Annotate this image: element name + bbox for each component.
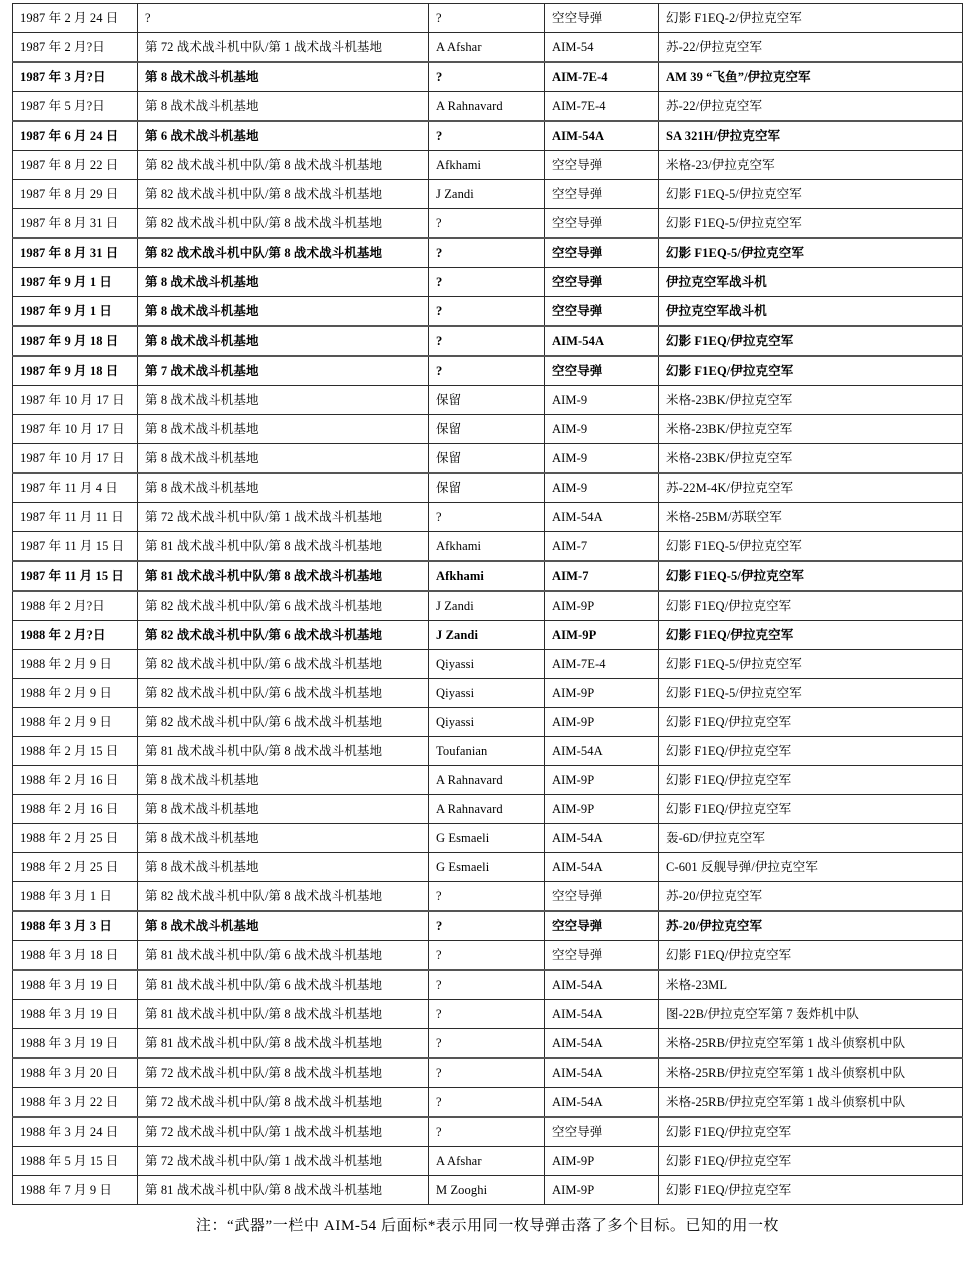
cell-pilot: M Zooghi [429,1176,545,1205]
cell-target: 米格-25RB/伊拉克空军第 1 战斗侦察机中队 [659,1029,963,1059]
cell-target: 幻影 F1EQ/伊拉克空军 [659,795,963,824]
cell-unit: 第 8 战术战斗机基地 [138,62,429,92]
cell-date: 1987 年 5 月?日 [13,92,138,122]
cell-unit: 第 82 战术战斗机中队/第 6 战术战斗机基地 [138,591,429,621]
table-row [13,209,963,239]
cell-date: 1988 年 3 月 18 日 [13,941,138,971]
table-row [13,766,963,795]
cell-weapon: AIM-7E-4 [545,650,659,679]
cell-weapon: AIM-9P [545,766,659,795]
cell-unit: 第 82 战术战斗机中队/第 6 战术战斗机基地 [138,708,429,737]
cell-unit: 第 8 战术战斗机基地 [138,386,429,415]
cell-weapon: 空空导弹 [545,911,659,941]
cell-pilot: ? [429,4,545,33]
cell-date: 1988 年 2 月?日 [13,621,138,650]
cell-pilot: Afkhami [429,532,545,562]
cell-date: 1987 年 8 月 22 日 [13,151,138,180]
table-row [13,941,963,971]
cell-date: 1987 年 8 月 31 日 [13,209,138,239]
cell-date: 1987 年 8 月 29 日 [13,180,138,209]
cell-pilot: ? [429,1058,545,1088]
cell-date: 1987 年 9 月 1 日 [13,297,138,327]
table-row [13,4,963,33]
cell-pilot: 保留 [429,473,545,503]
cell-weapon: AIM-7 [545,561,659,591]
cell-unit: 第 82 战术战斗机中队/第 8 战术战斗机基地 [138,882,429,912]
cell-pilot: ? [429,1088,545,1118]
cell-weapon: 空空导弹 [545,297,659,327]
cell-date: 1988 年 2 月?日 [13,591,138,621]
cell-target: 幻影 F1EQ/伊拉克空军 [659,1176,963,1205]
cell-date: 1988 年 2 月 9 日 [13,708,138,737]
cell-target: 轰-6D/伊拉克空军 [659,824,963,853]
cell-target: 幻影 F1EQ/伊拉克空军 [659,766,963,795]
cell-weapon: AIM-9 [545,473,659,503]
cell-pilot: ? [429,326,545,356]
cell-weapon: AIM-54A [545,503,659,532]
cell-target: 苏-22/伊拉克空军 [659,92,963,122]
cell-weapon: AIM-54A [545,853,659,882]
cell-unit: 第 8 战术战斗机基地 [138,415,429,444]
cell-pilot: Qiyassi [429,708,545,737]
cell-target: 幻影 F1EQ-5/伊拉克空军 [659,650,963,679]
cell-date: 1987 年 6 月 24 日 [13,121,138,151]
cell-date: 1987 年 11 月 15 日 [13,561,138,591]
cell-unit: 第 82 战术战斗机中队/第 8 战术战斗机基地 [138,151,429,180]
cell-date: 1988 年 2 月 9 日 [13,679,138,708]
cell-target: 米格-25RB/伊拉克空军第 1 战斗侦察机中队 [659,1088,963,1118]
table-row [13,591,963,621]
cell-target: 幻影 F1EQ/伊拉克空军 [659,1117,963,1147]
cell-weapon: AIM-9P [545,708,659,737]
cell-pilot: G Esmaeli [429,824,545,853]
cell-target: 幻影 F1EQ-5/伊拉克空军 [659,209,963,239]
cell-target: 米格-23BK/伊拉克空军 [659,415,963,444]
cell-target: AM 39 “飞鱼”/伊拉克空军 [659,62,963,92]
cell-unit: 第 8 战术战斗机基地 [138,824,429,853]
cell-weapon: AIM-54A [545,121,659,151]
cell-unit: 第 81 战术战斗机中队/第 6 战术战斗机基地 [138,970,429,1000]
cell-target: 幻影 F1EQ/伊拉克空军 [659,621,963,650]
cell-pilot: ? [429,941,545,971]
cell-date: 1987 年 9 月 18 日 [13,356,138,386]
cell-weapon: AIM-54A [545,1088,659,1118]
cell-unit: 第 72 战术战斗机中队/第 1 战术战斗机基地 [138,1147,429,1176]
cell-pilot: Qiyassi [429,650,545,679]
table-row [13,238,963,268]
table-row [13,121,963,151]
cell-weapon: AIM-9P [545,1147,659,1176]
cell-unit: 第 8 战术战斗机基地 [138,326,429,356]
cell-weapon: AIM-9P [545,621,659,650]
footnote: 注：“武器”一栏中 AIM-54 后面标*表示用同一枚导弹击落了多个目标。已知的用一枚 [195,1218,780,1234]
table-row [13,33,963,63]
table-row [13,297,963,327]
table-row [13,532,963,562]
table-row [13,1117,963,1147]
table-row [13,268,963,297]
table-row [13,1000,963,1029]
cell-date: 1988 年 2 月 9 日 [13,650,138,679]
cell-unit: 第 8 战术战斗机基地 [138,268,429,297]
cell-date: 1988 年 5 月 15 日 [13,1147,138,1176]
aerial-victories-table [12,3,963,1205]
cell-pilot: ? [429,121,545,151]
cell-weapon: 空空导弹 [545,941,659,971]
cell-target: 幻影 F1EQ-5/伊拉克空军 [659,180,963,209]
cell-pilot: J Zandi [429,621,545,650]
cell-date: 1988 年 3 月 19 日 [13,970,138,1000]
cell-target: 幻影 F1EQ/伊拉克空军 [659,356,963,386]
table-row [13,882,963,912]
cell-pilot: ? [429,1000,545,1029]
cell-weapon: AIM-54 [545,33,659,63]
cell-date: 1988 年 3 月 19 日 [13,1000,138,1029]
cell-target: 幻影 F1EQ/伊拉克空军 [659,708,963,737]
cell-weapon: 空空导弹 [545,4,659,33]
cell-weapon: AIM-9P [545,1176,659,1205]
cell-unit: 第 8 战术战斗机基地 [138,92,429,122]
cell-target: 米格-23/伊拉克空军 [659,151,963,180]
table-row [13,795,963,824]
cell-weapon: 空空导弹 [545,238,659,268]
cell-unit: 第 81 战术战斗机中队/第 8 战术战斗机基地 [138,737,429,766]
cell-weapon: AIM-54A [545,326,659,356]
cell-unit: ? [138,4,429,33]
cell-pilot: ? [429,911,545,941]
cell-weapon: 空空导弹 [545,180,659,209]
table-row [13,911,963,941]
cell-target: 幻影 F1EQ/伊拉克空军 [659,326,963,356]
table-row [13,180,963,209]
cell-weapon: AIM-54A [545,1058,659,1088]
table-row [13,386,963,415]
cell-unit: 第 81 战术战斗机中队/第 8 战术战斗机基地 [138,1029,429,1059]
cell-date: 1988 年 3 月 20 日 [13,1058,138,1088]
cell-pilot: A Afshar [429,1147,545,1176]
cell-target: 苏-22/伊拉克空军 [659,33,963,63]
cell-unit: 第 7 战术战斗机基地 [138,356,429,386]
cell-date: 1988 年 3 月 1 日 [13,882,138,912]
table-row [13,824,963,853]
table-row [13,92,963,122]
cell-unit: 第 8 战术战斗机基地 [138,473,429,503]
table-body [13,4,963,1205]
cell-target: 幻影 F1EQ-2/伊拉克空军 [659,4,963,33]
cell-unit: 第 8 战术战斗机基地 [138,795,429,824]
cell-date: 1987 年 11 月 15 日 [13,532,138,562]
table-row [13,970,963,1000]
table-row [13,1147,963,1176]
cell-date: 1988 年 3 月 22 日 [13,1088,138,1118]
cell-weapon: 空空导弹 [545,151,659,180]
table-row [13,708,963,737]
table-row [13,415,963,444]
cell-target: 伊拉克空军战斗机 [659,297,963,327]
table-row [13,62,963,92]
cell-pilot: A Afshar [429,33,545,63]
cell-weapon: AIM-9 [545,415,659,444]
cell-date: 1987 年 9 月 18 日 [13,326,138,356]
cell-unit: 第 82 战术战斗机中队/第 6 战术战斗机基地 [138,621,429,650]
cell-target: 米格-25RB/伊拉克空军第 1 战斗侦察机中队 [659,1058,963,1088]
cell-weapon: 空空导弹 [545,268,659,297]
cell-unit: 第 8 战术战斗机基地 [138,911,429,941]
table-row [13,679,963,708]
cell-pilot: ? [429,882,545,912]
table-row [13,151,963,180]
table-row [13,503,963,532]
cell-unit: 第 72 战术战斗机中队/第 1 战术战斗机基地 [138,33,429,63]
cell-weapon: AIM-9 [545,386,659,415]
cell-date: 1987 年 10 月 17 日 [13,444,138,474]
cell-target: 苏-20/伊拉克空军 [659,911,963,941]
cell-date: 1988 年 2 月 16 日 [13,766,138,795]
cell-weapon: AIM-9P [545,679,659,708]
cell-pilot: A Rahnavard [429,795,545,824]
cell-pilot: ? [429,238,545,268]
cell-unit: 第 8 战术战斗机基地 [138,297,429,327]
cell-weapon: 空空导弹 [545,1117,659,1147]
cell-target: C-601 反舰导弹/伊拉克空军 [659,853,963,882]
table-row [13,737,963,766]
cell-target: 图-22B/伊拉克空军第 7 轰炸机中队 [659,1000,963,1029]
cell-unit: 第 72 战术战斗机中队/第 8 战术战斗机基地 [138,1088,429,1118]
cell-date: 1988 年 7 月 9 日 [13,1176,138,1205]
cell-pilot: Afkhami [429,151,545,180]
cell-target: 幻影 F1EQ/伊拉克空军 [659,941,963,971]
cell-pilot: G Esmaeli [429,853,545,882]
cell-pilot: Toufanian [429,737,545,766]
table-row [13,561,963,591]
cell-weapon: AIM-54A [545,737,659,766]
table-row [13,444,963,474]
cell-date: 1987 年 11 月 11 日 [13,503,138,532]
cell-weapon: AIM-9P [545,591,659,621]
cell-weapon: 空空导弹 [545,356,659,386]
cell-target: 幻影 F1EQ-5/伊拉克空军 [659,238,963,268]
cell-weapon: AIM-9P [545,795,659,824]
cell-unit: 第 72 战术战斗机中队/第 1 战术战斗机基地 [138,503,429,532]
cell-pilot: ? [429,970,545,1000]
cell-weapon: AIM-7E-4 [545,62,659,92]
table-row [13,853,963,882]
cell-weapon: AIM-54A [545,1029,659,1059]
cell-pilot: A Rahnavard [429,766,545,795]
cell-pilot: ? [429,1029,545,1059]
cell-target: 米格-25BM/苏联空军 [659,503,963,532]
table-row [13,356,963,386]
cell-unit: 第 81 战术战斗机中队/第 8 战术战斗机基地 [138,561,429,591]
cell-target: 幻影 F1EQ-5/伊拉克空军 [659,532,963,562]
cell-unit: 第 81 战术战斗机中队/第 6 战术战斗机基地 [138,941,429,971]
cell-target: 幻影 F1EQ-5/伊拉克空军 [659,679,963,708]
cell-target: 幻影 F1EQ/伊拉克空军 [659,1147,963,1176]
cell-weapon: AIM-9 [545,444,659,474]
cell-date: 1987 年 8 月 31 日 [13,238,138,268]
cell-pilot: J Zandi [429,180,545,209]
cell-date: 1987 年 10 月 17 日 [13,415,138,444]
cell-unit: 第 81 战术战斗机中队/第 8 战术战斗机基地 [138,1176,429,1205]
cell-unit: 第 81 战术战斗机中队/第 8 战术战斗机基地 [138,1000,429,1029]
cell-date: 1987 年 2 月 24 日 [13,4,138,33]
cell-date: 1987 年 2 月?日 [13,33,138,63]
table-row [13,650,963,679]
cell-unit: 第 8 战术战斗机基地 [138,853,429,882]
cell-date: 1987 年 3 月?日 [13,62,138,92]
cell-target: 苏-22M-4K/伊拉克空军 [659,473,963,503]
cell-target: 苏-20/伊拉克空军 [659,882,963,912]
cell-unit: 第 81 战术战斗机中队/第 8 战术战斗机基地 [138,532,429,562]
cell-target: 米格-23BK/伊拉克空军 [659,444,963,474]
cell-date: 1987 年 10 月 17 日 [13,386,138,415]
cell-weapon: 空空导弹 [545,209,659,239]
cell-unit: 第 82 战术战斗机中队/第 8 战术战斗机基地 [138,209,429,239]
table-row [13,1029,963,1059]
cell-weapon: AIM-54A [545,970,659,1000]
cell-pilot: ? [429,62,545,92]
cell-pilot: ? [429,268,545,297]
cell-pilot: Afkhami [429,561,545,591]
cell-unit: 第 6 战术战斗机基地 [138,121,429,151]
cell-weapon: AIM-54A [545,1000,659,1029]
cell-target: 米格-23ML [659,970,963,1000]
cell-unit: 第 8 战术战斗机基地 [138,444,429,474]
cell-date: 1987 年 9 月 1 日 [13,268,138,297]
cell-date: 1988 年 2 月 25 日 [13,824,138,853]
cell-date: 1988 年 3 月 24 日 [13,1117,138,1147]
cell-date: 1988 年 2 月 25 日 [13,853,138,882]
cell-pilot: A Rahnavard [429,92,545,122]
table-row [13,473,963,503]
cell-pilot: ? [429,503,545,532]
cell-pilot: 保留 [429,386,545,415]
table-row [13,621,963,650]
cell-unit: 第 72 战术战斗机中队/第 8 战术战斗机基地 [138,1058,429,1088]
cell-unit: 第 82 战术战斗机中队/第 8 战术战斗机基地 [138,180,429,209]
cell-target: 米格-23BK/伊拉克空军 [659,386,963,415]
cell-target: 幻影 F1EQ/伊拉克空军 [659,591,963,621]
cell-pilot: Qiyassi [429,679,545,708]
cell-weapon: AIM-7 [545,532,659,562]
cell-pilot: ? [429,297,545,327]
cell-pilot: 保留 [429,415,545,444]
cell-pilot: ? [429,209,545,239]
table-row [13,1058,963,1088]
cell-pilot: ? [429,1117,545,1147]
cell-target: 幻影 F1EQ-5/伊拉克空军 [659,561,963,591]
cell-pilot: 保留 [429,444,545,474]
cell-target: 幻影 F1EQ/伊拉克空军 [659,737,963,766]
table-row [13,1088,963,1118]
table-row [13,326,963,356]
cell-date: 1988 年 2 月 15 日 [13,737,138,766]
cell-date: 1987 年 11 月 4 日 [13,473,138,503]
cell-weapon: AIM-7E-4 [545,92,659,122]
cell-unit: 第 8 战术战斗机基地 [138,766,429,795]
cell-date: 1988 年 3 月 3 日 [13,911,138,941]
cell-unit: 第 82 战术战斗机中队/第 6 战术战斗机基地 [138,679,429,708]
cell-unit: 第 82 战术战斗机中队/第 6 战术战斗机基地 [138,650,429,679]
cell-target: SA 321H/伊拉克空军 [659,121,963,151]
cell-unit: 第 72 战术战斗机中队/第 1 战术战斗机基地 [138,1117,429,1147]
table-row [13,1176,963,1205]
cell-pilot: ? [429,356,545,386]
cell-date: 1988 年 3 月 19 日 [13,1029,138,1059]
cell-pilot: J Zandi [429,591,545,621]
cell-weapon: AIM-54A [545,824,659,853]
cell-unit: 第 82 战术战斗机中队/第 8 战术战斗机基地 [138,238,429,268]
cell-date: 1988 年 2 月 16 日 [13,795,138,824]
cell-target: 伊拉克空军战斗机 [659,268,963,297]
cell-weapon: 空空导弹 [545,882,659,912]
